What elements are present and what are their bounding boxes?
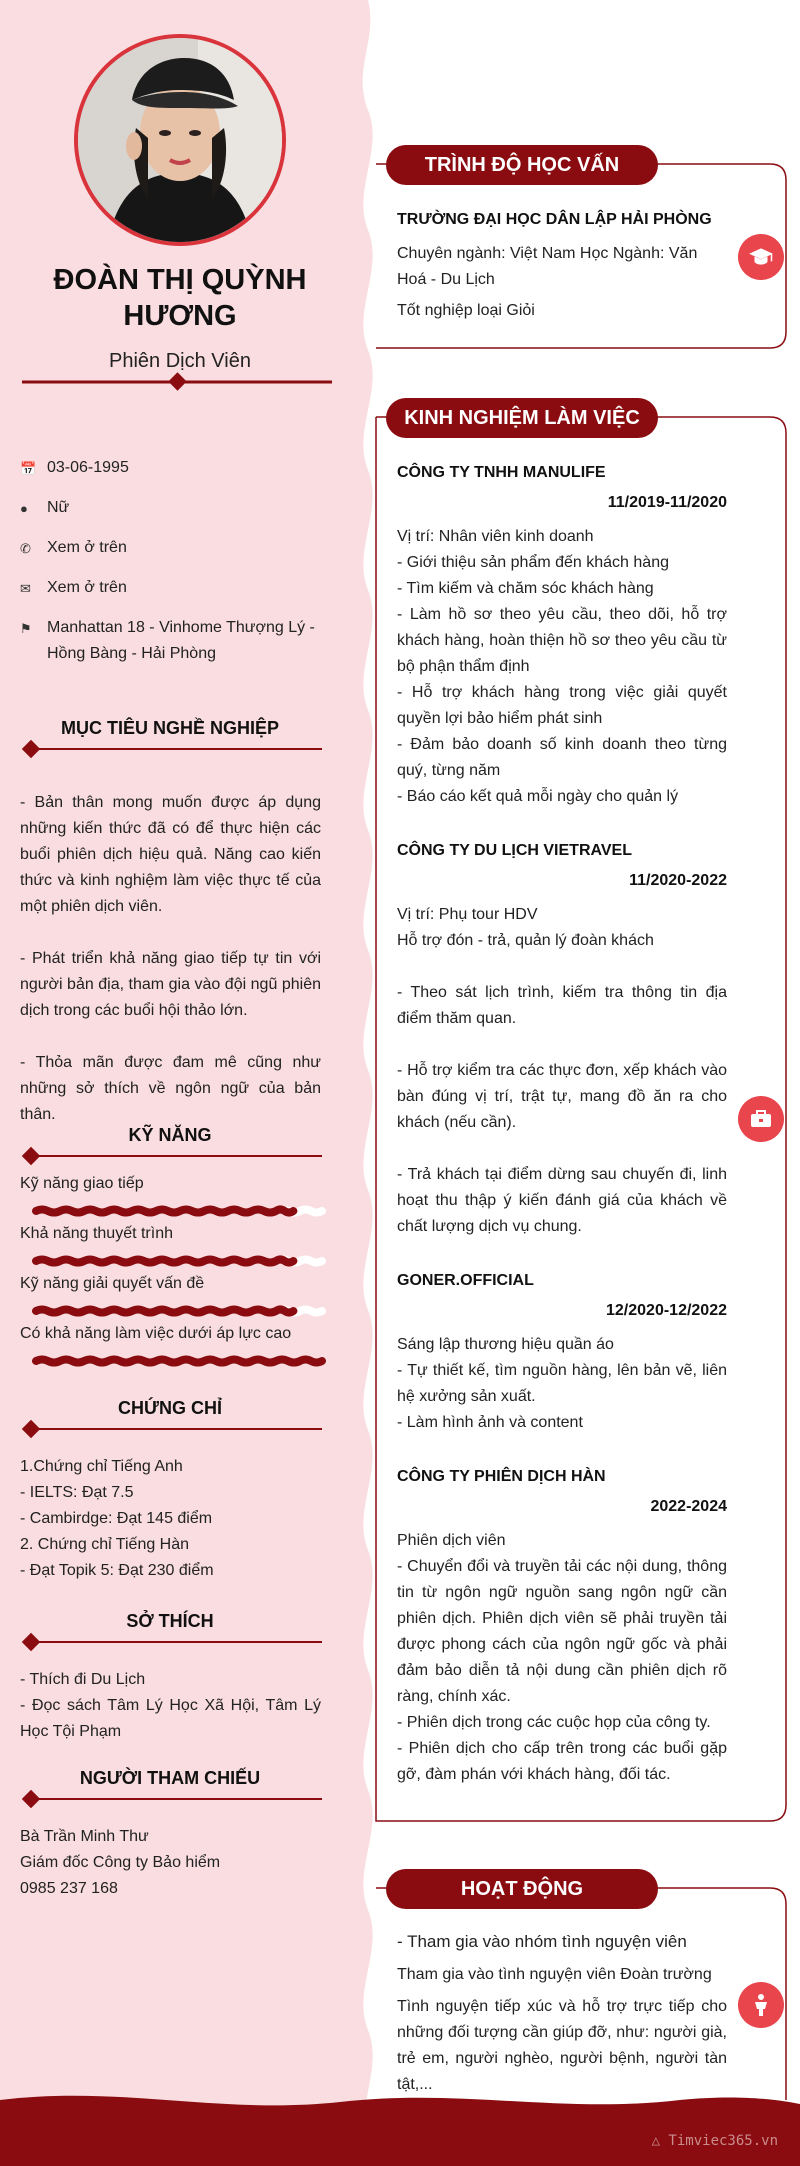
footer-wave [0, 2096, 800, 2166]
full-name: ĐOÀN THỊ QUỲNH HƯƠNG [53, 264, 307, 332]
skill-label: Kỹ năng giải quyết vấn đề [20, 1275, 205, 1292]
graduation-cap-icon [738, 234, 784, 280]
skill-bar-fill [36, 1310, 293, 1313]
calendar-icon: 📅 [20, 461, 37, 476]
phone-icon: ✆ [20, 541, 31, 556]
education-major: Chuyên ngành: Việt Nam Học Ngành: Văn Hoá - Du Lịch [397, 245, 698, 288]
skills-title: KỸ NĂNG [128, 1125, 212, 1145]
location-icon: ⚑ [20, 621, 32, 636]
watermark: △ Timviec365.vn [651, 2133, 778, 2149]
address-row: ⚑ Manhattan 18 - Vinhome Thượng Lý - Hồng Bàng - Hải Phòng [20, 615, 340, 667]
reference-phone: 0985 237 168 [20, 1880, 118, 1897]
activities-title: HOẠT ĐỘNG [386, 1869, 658, 1909]
certificate-line: - IELTS: Đạt 7.5 [20, 1484, 134, 1501]
job-company: CÔNG TY TNHH MANULIFE [397, 464, 606, 481]
job-description: Sáng lập thương hiệu quần áo - Tự thiết kế, tìm nguồn hàng, lên bản vẽ, liên hệ xưởng sản xuất. - Làm hình ảnh và content [397, 1336, 727, 1431]
hobbies-title: SỞ THÍCH [126, 1611, 214, 1631]
job-company: GONER.OFFICIAL [397, 1272, 534, 1289]
experience-title: KINH NGHIỆM LÀM VIỆC [386, 398, 658, 438]
hobbies-text: - Thích đi Du Lịch - Đọc sách Tâm Lý Học Xã Hội, Tâm Lý Học Tội Phạm [20, 1671, 321, 1740]
email-row: ✉ Xem ở trên [20, 575, 340, 602]
email-icon: ✉ [20, 581, 31, 596]
reference-name: Bà Trần Minh Thư [20, 1828, 149, 1845]
skill-bar-fill [36, 1260, 293, 1263]
certificates-list [20, 1454, 321, 1584]
certificate-line: - Đạt Topik 5: Đạt 230 điểm [20, 1562, 214, 1579]
certificate-line: 2. Chứng chỉ Tiếng Hàn [20, 1536, 190, 1553]
job-description: Vị trí: Phụ tour HDV Hỗ trợ đón - trả, quản lý đoàn khách - Theo sát lịch trình, kiếm tra thông tin địa điểm thăm quan. - Hỗ trợ kiểm tra các thực đơn, xếp khách vào bàn đúng vị trí, trật tự, mang đồ ăn ra cho khách (nếu cần). - Trả khách tại điểm dừng sau chuyến đi, linh hoạt thu thập ý kiến đánh giá của khách về chất lượng dịch vụ chung. [397, 906, 727, 1235]
references-title: NGƯỜI THAM CHIẾU [79, 1768, 261, 1788]
skill-bar-fill [36, 1210, 293, 1213]
job-period: 11/2020-2022 [629, 872, 727, 889]
education-title: TRÌNH ĐỘ HỌC VẤN [386, 145, 658, 185]
job-period: 12/2020-12/2022 [606, 1302, 727, 1319]
reference-position: Giám đốc Công ty Bảo hiểm [20, 1854, 221, 1871]
skill-bar-fill [36, 1360, 322, 1363]
skill-label: Khả năng thuyết trình [20, 1225, 173, 1242]
briefcase-icon [738, 1096, 784, 1142]
skill-label: Kỹ năng giao tiếp [20, 1175, 144, 1192]
references-list [20, 1824, 321, 1902]
phone-row: ✆ Xem ở trên [20, 535, 340, 562]
certificate-line: - Cambirdge: Đạt 145 điểm [20, 1510, 213, 1527]
objective-paragraph-2: - Phát triển khả năng giao tiếp tự tin với người bản địa, tham gia vào đội ngũ phiên dịch trong các buổi hội thảo lớn. [20, 950, 321, 1019]
job-period: 11/2019-11/2020 [607, 494, 727, 511]
objective-paragraph-1: - Bản thân mong muốn được áp dụng những kiến thức đã có để thực hiện các buổi phiên dịch hiệu quả. Năng cao kiến thức và kinh nghiệm làm việc thực tế của một phiên dịch viên. [20, 794, 321, 915]
objective-title: MỤC TIÊU NGHỀ NGHIỆP [60, 718, 279, 738]
job-company: CÔNG TY DU LỊCH VIETRAVEL [397, 842, 632, 859]
job-description: Vị trí: Nhân viên kinh doanh - Giới thiệu sản phẩm đến khách hàng - Tìm kiếm và chăm sóc khách hàng - Làm hồ sơ theo yêu cầu, theo dõi, hỗ trợ khách hàng, hoàn thiện hồ sơ theo yêu cầu từ bộ phận thẩm định - Hỗ trợ khách hàng trong việc giải quyết quyền lợi bảo hiểm phát sinh - Đảm bảo doanh số kinh doanh theo từng quý, từng năm - Báo cáo kết quả mỗi ngày cho quản lý [397, 528, 727, 805]
job-description: Phiên dịch viên - Chuyển đổi và truyền tải các nội dung, thông tin từ ngôn ngữ nguồn sang ngôn ngữ cần phiên dịch. Phiên dịch viên sẽ phải truyền tải được phong cách của ngôn ngữ gốc và phải đảm bảo diễn tả nội dung cần phiên dịch rõ ràng, chính xác. - Phiên dịch trong các cuộc họp của công ty. - Phiên dịch cho cấp trên trong các buổi gặp gỡ, đàm phán với khách hàng, đối tác. [397, 1532, 727, 1783]
job-company: CÔNG TY PHIÊN DỊCH HÀN [397, 1468, 606, 1485]
volunteer-person-icon [738, 1982, 784, 2028]
activity-description: Tình nguyện tiếp xúc và hỗ trợ trực tiếp cho những đối tượng cần giúp đỡ, như: người già, trẻ em, người nghèo, người bệnh, người tàn tật,... [397, 1998, 727, 2093]
birthdate-row: 📅 03-06-1995 [20, 455, 340, 482]
gender-row: ● Nữ [20, 495, 340, 522]
certificates-title: CHỨNG CHỈ [118, 1398, 222, 1418]
certificate-line: 1.Chứng chỉ Tiếng Anh [20, 1458, 183, 1475]
education-grade: Tốt nghiệp loại Giỏi [397, 302, 535, 319]
activity-subheading: Tham gia vào tình nguyện viên Đoàn trường [397, 1966, 712, 1983]
objective-paragraph-3: - Thỏa mãn được đam mê cũng như những sở thích về ngôn ngữ của bản thân. [20, 1054, 321, 1123]
skill-label: Có khả năng làm việc dưới áp lực cao [20, 1325, 292, 1342]
person-icon: ● [20, 501, 28, 516]
job-title: Phiên Dịch Viên [109, 350, 251, 372]
activity-heading: - Tham gia vào nhóm tình nguyện viên [397, 1932, 687, 1951]
job-period: 2022-2024 [650, 1498, 727, 1515]
avatar [74, 34, 286, 246]
school-name: TRƯỜNG ĐẠI HỌC DÂN LẬP HẢI PHÒNG [397, 211, 712, 228]
